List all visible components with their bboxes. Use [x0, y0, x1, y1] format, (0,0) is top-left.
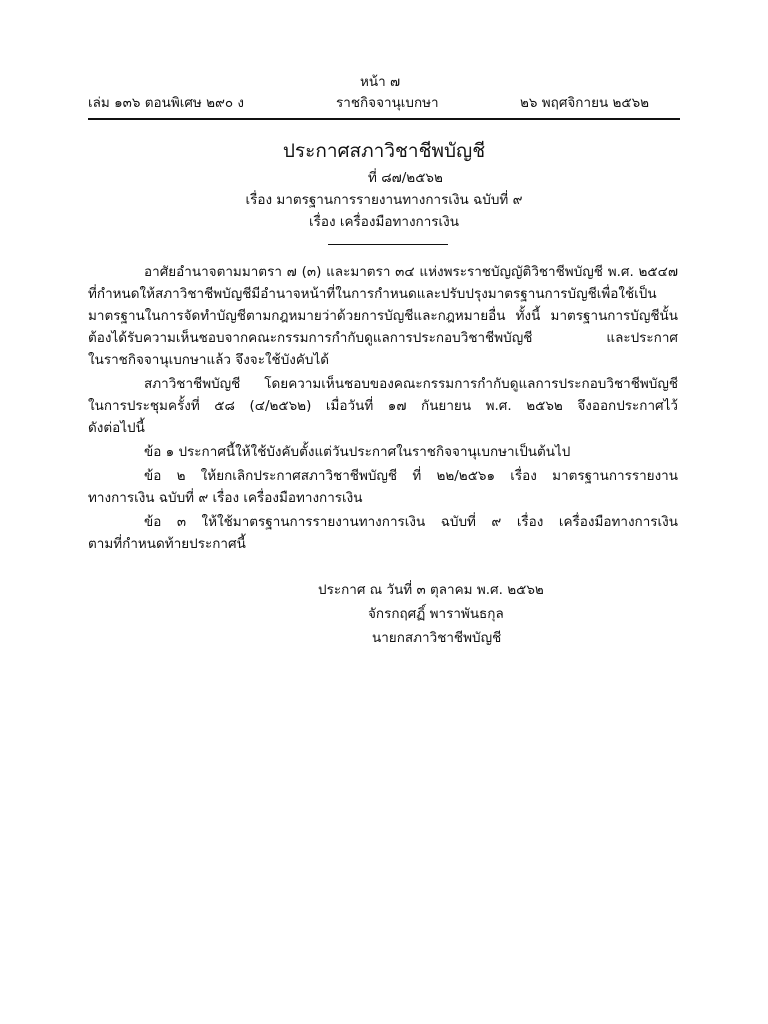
publication-name: ราชกิจจานุเบกษา [336, 95, 439, 111]
clause-3-line-1: ข้อ ๓ ให้ใช้มาตรฐานการรายงานทางการเงิน ฉบับที่ ๙ เรื่อง เครื่องมือทางการเงิน [144, 514, 678, 530]
paragraph-2-line-2: ในการประชุมครั้งที่ ๕๘ (๔/๒๕๖๒) เมื่อวันที่ ๑๗ กันยายน พ.ศ. ๒๕๖๒ จึงออกประกาศไว้ [88, 398, 678, 414]
subject-line-1: เรื่อง มาตรฐานการรายงานทางการเงิน ฉบับที่ ๙ [245, 192, 523, 208]
clause-2-line-2: ทางการเงิน ฉบับที่ ๙ เรื่อง เครื่องมือทางการเงิน [88, 490, 363, 506]
paragraph-1-line-4: ต้องได้รับความเห็นชอบจากคณะกรรมการกำกับดูแลการประกอบวิชาชีพบัญชี และประกาศ [88, 330, 678, 346]
signature-date: ประกาศ ณ วันที่ ๓ ตุลาคม พ.ศ. ๒๕๖๒ [318, 582, 544, 598]
paragraph-1-line-3: มาตรฐานในการจัดทำบัญชีตามกฎหมายว่าด้วยการบัญชีและกฎหมายอื่น ทั้งนี้ มาตรฐานการบัญชีนั้น [88, 308, 678, 324]
paragraph-1-line-5: ในราชกิจจานุเบกษาแล้ว จึงจะใช้บังคับได้ [88, 352, 330, 368]
clause-3-line-2: ตามที่กำหนดท้ายประกาศนี้ [88, 536, 246, 552]
paragraph-2-line-3: ดังต่อไปนี้ [88, 420, 145, 436]
signer-position: นายกสภาวิชาชีพบัญชี [372, 630, 502, 646]
clause-2-line-1: ข้อ ๒ ให้ยกเลิกประกาศสภาวิชาชีพบัญชี ที่ ๒๒/๒๕๖๑ เรื่อง มาตรฐานการรายงาน [144, 468, 678, 484]
publication-date: ๒๖ พฤศจิกายน ๒๕๖๒ [520, 95, 650, 111]
volume-info: เล่ม ๑๓๖ ตอนพิเศษ ๒๙๐ ง [88, 95, 245, 111]
signer-name: จักรกฤศฏิ์ พาราพันธกุล [368, 606, 504, 622]
announcement-number: ที่ ๘๗/๒๕๖๒ [368, 170, 443, 186]
title-divider [328, 244, 448, 245]
clause-1: ข้อ ๑ ประกาศนี้ให้ใช้บังคับตั้งแต่วันประกาศในราชกิจจานุเบกษาเป็นต้นไป [144, 444, 571, 460]
paragraph-1-line-1: อาศัยอำนาจตามมาตรา ๗ (๓) และมาตรา ๓๔ แห่งพระราชบัญญัติวิชาชีพบัญชี พ.ศ. ๒๕๔๗ [144, 264, 678, 280]
page-number: หน้า ๗ [360, 74, 401, 90]
announcement-title: ประกาศสภาวิชาชีพบัญชี [282, 140, 486, 162]
paragraph-1-line-2: ที่กำหนดให้สภาวิชาชีพบัญชีมีอำนาจหน้าที่ในการกำหนดและปรับปรุงมาตรฐานการบัญชีเพื่อใช้เป็น [88, 286, 657, 302]
subject-line-2: เรื่อง เครื่องมือทางการเงิน [309, 214, 459, 230]
paragraph-2-line-1: สภาวิชาชีพบัญชี โดยความเห็นชอบของคณะกรรมการกำกับดูแลการประกอบวิชาชีพบัญชี [144, 376, 678, 392]
header-rule [88, 118, 680, 120]
